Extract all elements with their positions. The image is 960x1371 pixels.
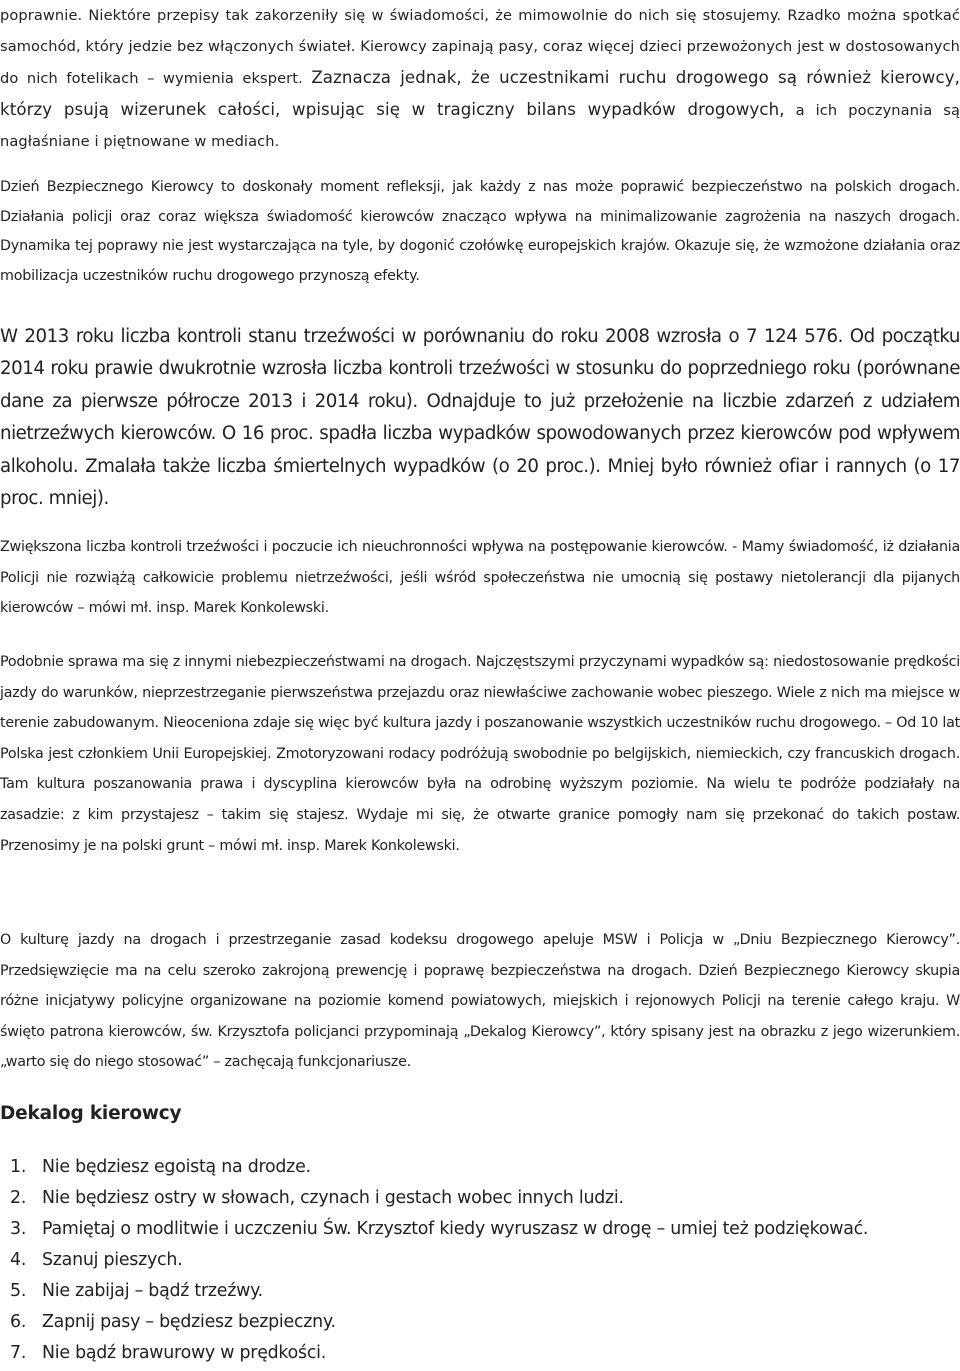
decalogue-list <box>0 1152 868 1369</box>
decalogue-item <box>0 1307 868 1338</box>
decalogue-item-number: 1. <box>10 1157 27 1177</box>
decalogue-item-number: 6. <box>10 1312 27 1332</box>
decalogue-item-text: Szanuj pieszych. <box>42 1250 183 1270</box>
paragraph-road-dangers: Podobnie sprawa ma się z innymi niebezpieczeństwami na drogach. Najczęstszymi przyczynami wypadków są: niedostosowanie prędkości jazdy do warunków, nieprzestrzeganie pierwszeństwa przejazdu oraz niewłaściwe zachowanie wobec pieszego. Wiele z nich ma miejsce w terenie zabudowanym. Nieoceniona zdaje się więc być kultura jazdy i poszanowanie wszystkich uczestników ruchu drogowego. – Od 10 lat Polska jest członkiem Unii Europejskiej. Zmotoryzowani rodacy podróżują swobodnie po belgijskich, niemieckich, czy francuskich drogach. Tam kultura poszanowania prawa i dyscyplina kierowców była na odrobinę wyższym poziomie. Na wielu te podróże podziałały na zasadzie: z kim przystajesz – takim się stajesz. Wydaje mi się, że otwarte granice pomogły nam się przekonać do takich postaw. Przenosimy je na polski grunt – mówi mł. insp. Marek Konkolewski. <box>0 654 960 854</box>
decalogue-item-text: Zapnij pasy – będziesz bezpieczny. <box>42 1312 336 1332</box>
decalogue-item-number: 5. <box>10 1281 27 1301</box>
decalogue-item-text: Nie bądź brawurowy w prędkości. <box>42 1343 327 1363</box>
decalogue-item-number: 7. <box>10 1343 27 1363</box>
paragraph-intro <box>0 0 960 157</box>
paragraph-safe-driver-day: Dzień Bezpiecznego Kierowcy to doskonały moment refleksji, jak każdy z nas może poprawić bezpieczeństwo na polskich drogach. Działania policji oraz coraz większa świadomość kierowców znacząco wpływa na minimalizowanie zagrożenia na naszych drogach. Dynamika tej poprawy nie jest wystarczająca na tyle, by dogonić czołówkę europejskich krajów. Okazuje się, że wzmożone działania oraz mobilizacja uczestników ruchu drogowego przynoszą efekty. <box>0 179 960 284</box>
paragraph-intro-middle: Zaznacza jednak, że uczestnikami ruchu drogowego są również kierowcy, którzy psują wizerunek całości, wpisując się w tragiczny bilans wypadków drogowych, <box>0 68 960 119</box>
decalogue-item <box>0 1338 868 1369</box>
paragraph-driving-culture: O kulturę jazdy na drogach i przestrzeganie zasad kodeksu drogowego apeluje MSW i Policja w „Dniu Bezpiecznego Kierowcy”. Przedsięwzięcie ma na celu szeroko zakrojoną prewencję i poprawę bezpieczeństwa na drogach. Dzień Bezpiecznego Kierowcy skupia różne inicjatywy policyjne organizowane na poziomie komend powiatowych, miejskich i rejonowych Policji na terenie całego kraju. W święto patrona kierowców, św. Krzysztofa policjanci przypominają „Dekalog Kierowcy”, który spisany jest na obrazku z jego wizerunkiem. „warto się do niego stosować” – zachęcają funkcjonariusze. <box>0 932 960 1071</box>
decalogue-item-number: 2. <box>10 1188 27 1208</box>
decalogue-item <box>0 1245 868 1276</box>
decalogue-item <box>0 1276 868 1307</box>
decalogue-item-text: Nie będziesz egoistą na drodze. <box>42 1157 311 1177</box>
paragraph-sobriety-controls: Zwiększona liczba kontroli trzeźwości i poczucie ich nieuchronności wpływa na postępowanie kierowców. - Mamy świadomość, iż działania Policji nie rozwiążą całkowicie problemu nietrzeźwości, jeśli wśród społeczeństwa nie umocnią się postawy nietolerancji dla pijanych kierowców – mówi mł. insp. Marek Konkolewski. <box>0 539 960 617</box>
decalogue-item-number: 3. <box>10 1219 27 1239</box>
paragraph-intro-tail: a ich poczynania są nagłaśniane i piętnowane w mediach. <box>0 102 960 150</box>
paragraph-sobriety-statistics: W 2013 roku liczba kontroli stanu trzeźwości w porównaniu do roku 2008 wzrosła o 7 124 576. Od początku 2014 roku prawie dwukrotnie wzrosła liczba kontroli trzeźwości w stosunku do poprzedniego roku (porównane dane za pierwsze półrocze 2013 i 2014 roku). Odnajduje to już przełożenie na liczbie zdarzeń z udziałem nietrzeźwych kierowców. O 16 proc. spadła liczba wypadków spowodowanych przez kierowców pod wpływem alkoholu. Zmalała także liczba śmiertelnych wypadków (o 20 proc.). Mniej było również ofiar i rannych (o 17 proc. mniej). <box>0 326 960 510</box>
decalogue-heading: Dekalog kierowcy <box>0 1103 182 1124</box>
decalogue-item-text: Pamiętaj o modlitwie i uczczeniu Św. Krzysztof kiedy wyruszasz w drogę – umiej też podziękować. <box>42 1219 869 1239</box>
decalogue-item-number: 4. <box>10 1250 27 1270</box>
paragraph-intro-lead: poprawnie. Niektóre przepisy tak zakorzeniły się w świadomości, że mimowolnie do nich się stosujemy. Rzadko można spotkać samochód, który jedzie bez włączonych świateł. Kierowcy zapinają pasy, coraz więcej dzieci przewożonych jest w dostosowanych do nich fotelikach – wymienia ekspert. <box>0 7 960 87</box>
decalogue-item <box>0 1152 868 1183</box>
decalogue-item-text: Nie będziesz ostry w słowach, czynach i gestach wobec innych ludzi. <box>42 1188 624 1208</box>
decalogue-item-text: Nie zabijaj – bądź trzeźwy. <box>42 1281 263 1301</box>
decalogue-item <box>0 1214 868 1245</box>
decalogue-item <box>0 1183 868 1214</box>
